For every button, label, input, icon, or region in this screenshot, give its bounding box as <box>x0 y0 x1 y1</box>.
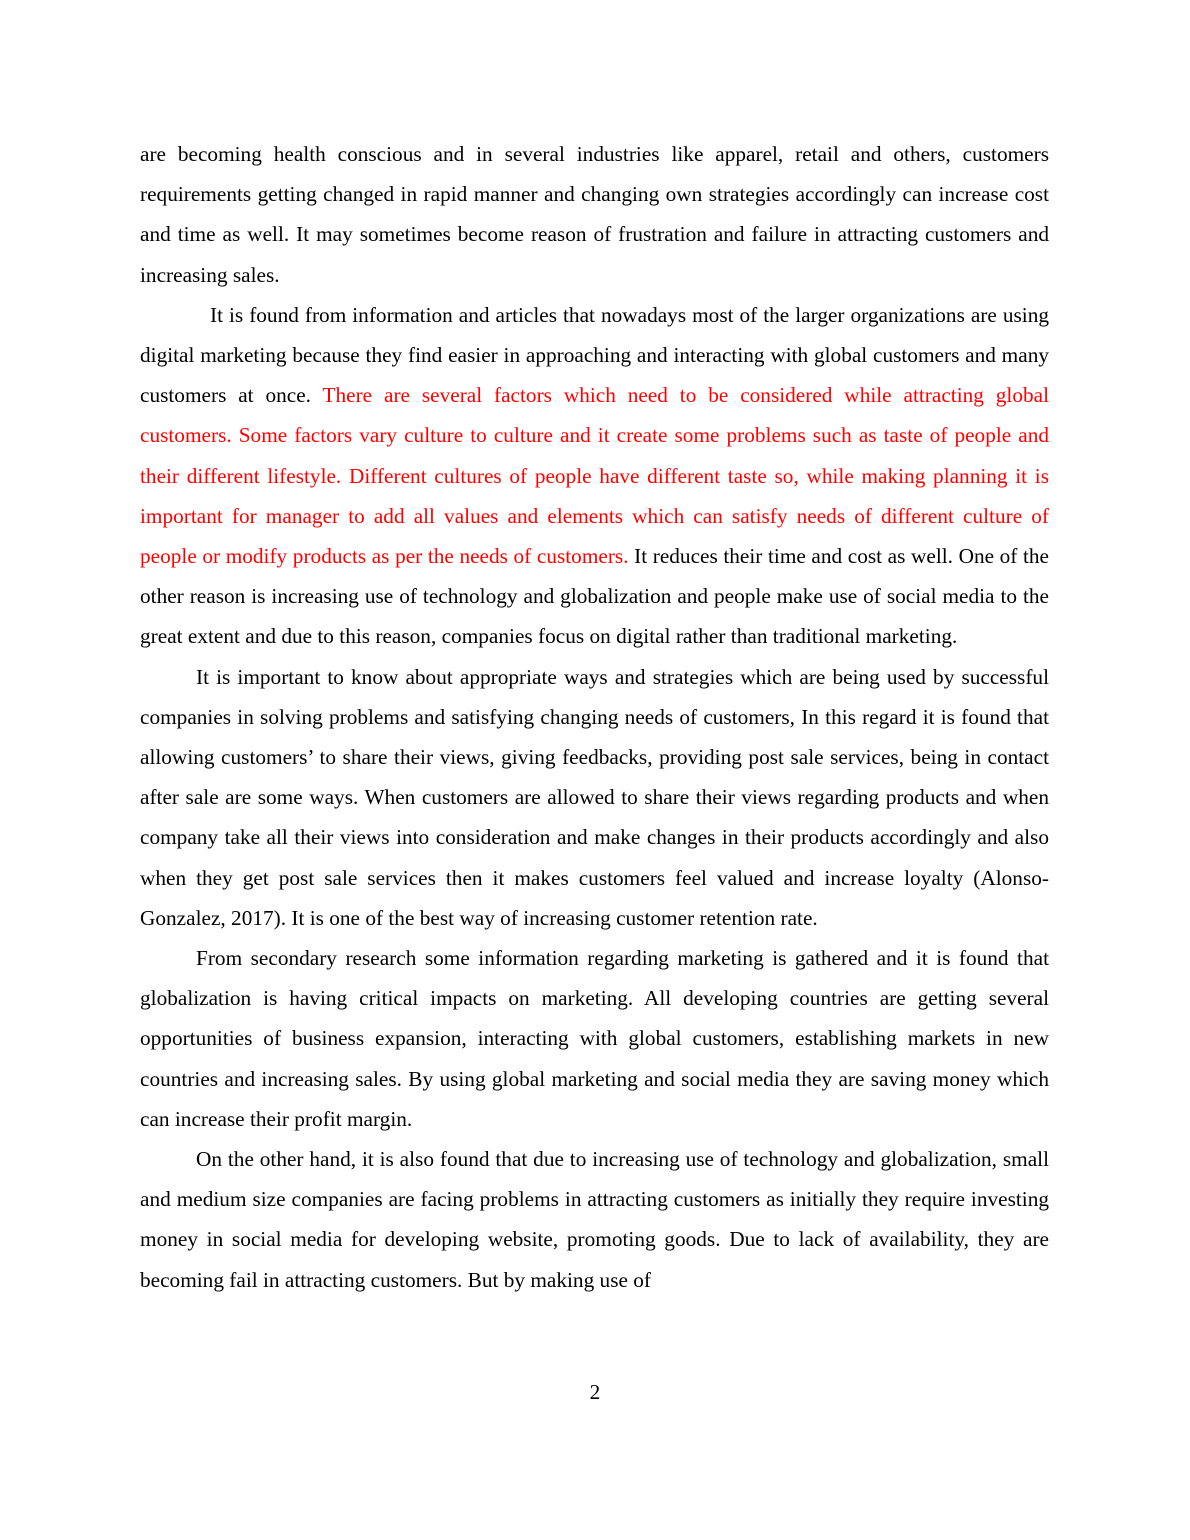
paragraph-5 <box>140 1139 1049 1300</box>
paragraph-5-text: On the other hand, it is also found that due to increasing use of technology and globalization, small and medium size companies are facing problems in attracting customers as initially they require investing money in social media for developing website, promoting goods. Due to lack of availability, they are becoming fail in attracting customers. But by making use of <box>140 1147 1049 1292</box>
paragraph-2 <box>140 295 1049 657</box>
paragraph-4-text: From secondary research some information regarding marketing is gathered and it is found that globalization is having critical impacts on marketing. All developing countries are getting several opportunities of business expansion, interacting with global customers, establishing markets in new countries and increasing sales. By using global marketing and social media they are saving money which can increase their profit margin. <box>140 946 1049 1131</box>
page-number: 2 <box>589 1380 601 1404</box>
paragraph-1 <box>140 134 1049 295</box>
paragraph-2-text-end: It reduces their time and cost as well. One of the other reason is increasing use of technology and globalization and people make use of social media to the great extent and due to this reason, companies focus on digital rather than traditional marketing. <box>140 544 1049 649</box>
paragraph-4 <box>140 938 1049 1139</box>
highlighted-text: There are several factors which need to be considered while attracting global customers. Some factors vary culture to culture and it create some problems such as taste of people and their different lifestyle. Different cultures of people have different taste so, while making planning it is important for manager to add all values and elements which can satisfy needs of different culture of people or modify products as per the needs of customers. <box>140 383 1049 569</box>
paragraph-3-text: It is important to know about appropriate ways and strategies which are being used by successful companies in solving problems and satisfying changing needs of customers, In this regard it is found that allowing customers’ to share their views, giving feedbacks, providing post sale services, being in contact after sale are some ways. When customers are allowed to share their views regarding products and when company take all their views into consideration and make changes in their products accordingly and also when they get post sale services then it makes customers feel valued and increase loyalty (Alonso-Gonzalez, 2017). It is one of the best way of increasing customer retention rate. <box>140 664 1049 930</box>
paragraph-1-text: are becoming health conscious and in several industries like apparel, retail and others, customers requirements getting changed in rapid manner and changing own strategies accordingly can increase cost and time as well. It may sometimes become reason of frustration and failure in attracting customers and increasing sales. <box>140 142 1049 287</box>
paragraph-2-text-start: It is found from information and articles that nowadays most of the larger organizations are using digital marketing because they find easier in approaching and interacting with global customers and many customers at once. <box>140 302 1049 408</box>
paragraph-3 <box>140 657 1049 938</box>
document-body <box>140 134 1049 1300</box>
